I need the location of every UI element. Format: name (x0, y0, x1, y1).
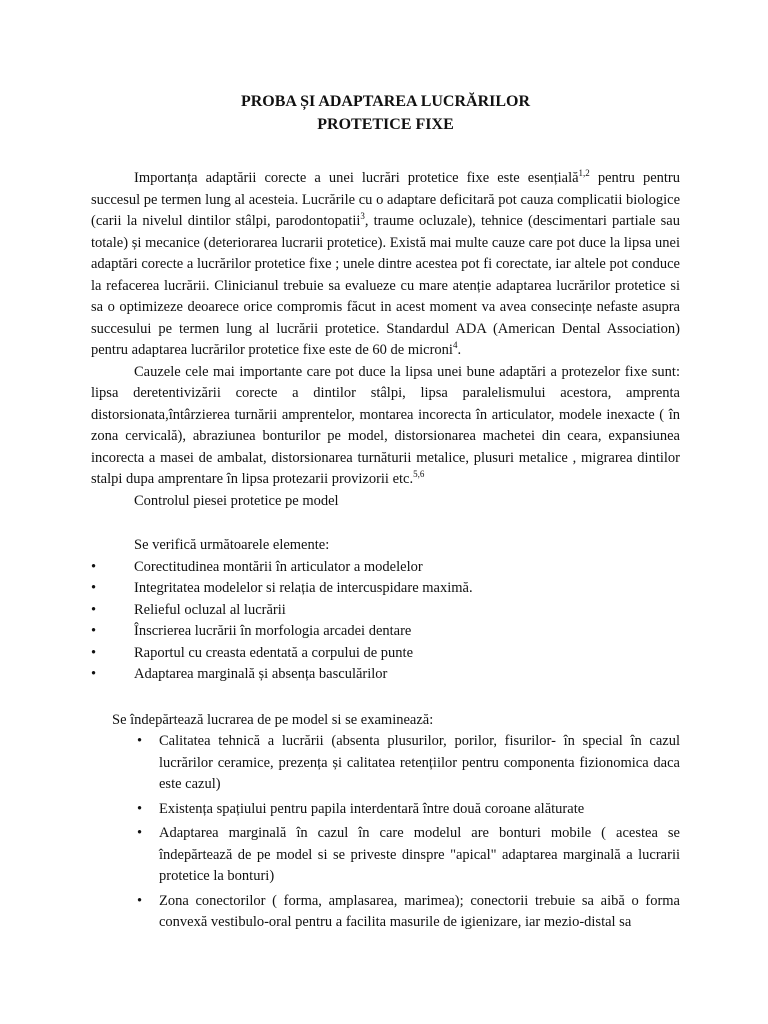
paragraph1-text-4: . (457, 342, 462, 358)
list-item: • Calitatea tehnică a lucrării (absenta plusurilor, porilor, fisurilor- în special în cazul lucrărilor ceramice, prezența și calitatea retențiilor pentru componenta fizionomica daca este cazul) (112, 731, 680, 796)
document-title (91, 90, 680, 136)
footnote-ref-3: 3 (360, 211, 365, 222)
list-item: • Înscrierea lucrării în morfologia arcadei dentare (91, 621, 680, 643)
paragraph1-text-1: Importanța adaptării corecte a unei lucrări protetice fixe este esențială (134, 170, 579, 186)
list-item: • Adaptarea marginală în cazul în care modelul are bonturi mobile ( acestea se îndepărtează de pe model si se priveste dinspre "apical" adaptarea marginală a lucrarii protetice la bonturi) (112, 823, 680, 888)
footnote-ref-4: 4 (452, 340, 458, 351)
list-item: • Integritatea modelelor si relația de intercuspidare maximă. (91, 578, 680, 600)
paragraph2-text: Cauzele cele mai importante care pot duce la lipsa unei bune adaptări a protezelor fixe sunt: lipsa deretentivizării corecte a dintilor stâlpi, lipsa paralelismului acestora, amprenta distorsionata,întârzierea turnării amprentelor, montarea incorecta în articulator, modele inexacte ( în zona cervicală), abraziunea bonturilor pe model, distorsionarea machetei din ceara, expansiunea incorecta a masei de ambalat, distorsionarea turnăturii metalice, plusuri metalice , migrarea dintilor stalpi dupa amprentare în lipsa protezarii provizorii etc. (91, 363, 680, 487)
title-line-1: PROBA ȘI ADAPTAREA LUCRĂRILOR (240, 93, 531, 110)
footnote-ref-5-6: 5,6 (413, 469, 425, 480)
section2-intro: Se îndepărtează lucrarea de pe model si se examinează: (112, 711, 434, 728)
list-item: • Corectitudinea montării în articulator a modelelor (91, 557, 680, 579)
list-item: • Raportul cu creasta edentată a corpului de punte (91, 643, 680, 665)
paragraph-importance (91, 168, 680, 362)
check-list-removed (112, 731, 680, 934)
list-item: • Adaptarea marginală și absența basculărilor (91, 664, 680, 686)
list-item: • Zona conectorilor ( forma, amplasarea, marimea); conectorii trebuie sa aibă o forma convexă vestibulo-oral pentru a facilita masurile de igienizare, iar mezio-distal sa (112, 891, 680, 934)
title-line-2: PROTETICE FIXE (317, 116, 454, 133)
footnote-ref-1-2: 1,2 (578, 168, 590, 179)
list-item: • Relieful ocluzal al lucrării (91, 600, 680, 622)
section1-intro: Se verifică următoarele elemente: (134, 537, 330, 553)
paragraph1-text-3: , traume ocluzale), tehnice (descimentari partiale sau totale) și mecanice (deteriorarea lucrarii protetice). Există mai multe cauze care pot duce la lipsa unei adaptări corecte a lucrărilor protetice fixe ; unele dintre acestea pot fi corectate, iar altele pot conduce la refacerea lucrării. Clinicianul trebuie sa evalueze cu mare atenție adaptarea lucrărilor protetice si sa o optimizeze deoarece orice compromis făcut in acest moment va avea consecințe nefaste asupra succesului pe termen lung al lucrării protetice. Standardul ADA (American Dental Association) pentru adaptarea lucrărilor protetice fixe este de 60 de microni (91, 213, 680, 358)
list-item: • Existența spațiului pentru papila interdentară între două coroane alăturate (112, 799, 680, 821)
paragraph-causes (91, 362, 680, 491)
paragraph1-text-2: pentru pentru succesul pe termen lung al acesteia. Lucrările cu o adaptare deficitară pot cauza complicatii biologice (carii la nivelul dintilor stâlpi, parodontopatii (91, 170, 680, 229)
check-list-model (91, 557, 680, 686)
section1-heading: Controlul piesei protetice pe model (134, 492, 339, 509)
